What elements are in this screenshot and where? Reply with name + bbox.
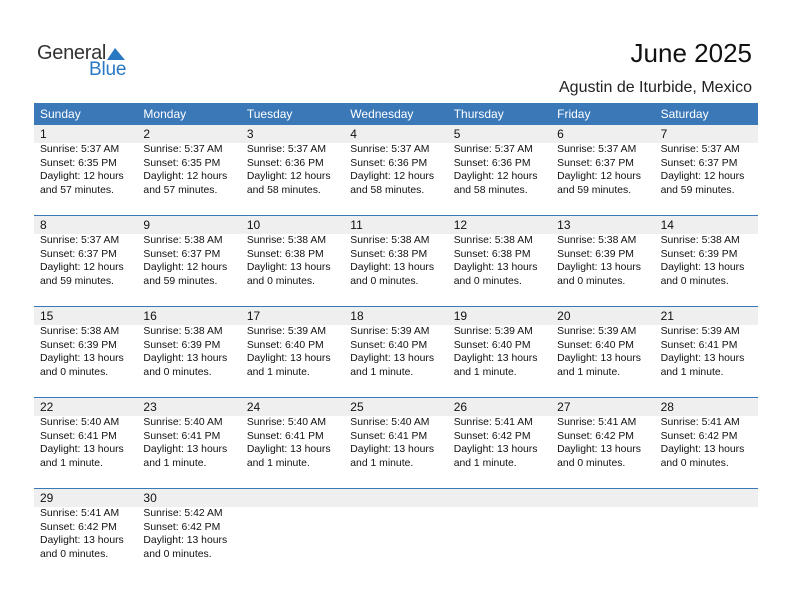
- sunrise-text: Sunrise: 5:41 AM: [557, 417, 637, 428]
- daylight-minutes-text: and 1 minute.: [660, 366, 724, 378]
- sunset-text: Sunset: 6:42 PM: [143, 521, 221, 533]
- sunrise-text: Sunrise: 5:40 AM: [350, 417, 430, 428]
- weekday-friday: Friday: [557, 107, 591, 121]
- day-cell: [34, 398, 137, 488]
- calendar-grid: [34, 103, 758, 579]
- sunrise-text: Sunrise: 5:42 AM: [143, 508, 223, 519]
- day-number: 5: [453, 127, 461, 141]
- sunset-text: Sunset: 6:41 PM: [660, 339, 738, 351]
- weekday-header: [34, 103, 758, 125]
- sunset-text: Sunset: 6:42 PM: [453, 430, 531, 442]
- daylight-text: Daylight: 12 hours: [557, 171, 641, 182]
- daylight-text: Daylight: 13 hours: [557, 353, 641, 364]
- sunrise-text: Sunrise: 5:38 AM: [350, 235, 430, 246]
- daylight-minutes-text: and 58 minutes.: [453, 184, 528, 196]
- day-cell: [137, 489, 240, 579]
- sunset-text: Sunset: 6:42 PM: [557, 430, 634, 442]
- sunrise-text: Sunrise: 5:37 AM: [143, 144, 223, 155]
- daylight-minutes-text: and 1 minute.: [350, 457, 414, 469]
- sunrise-text: Sunrise: 5:41 AM: [453, 417, 533, 428]
- day-number: 6: [557, 127, 564, 141]
- daylight-text: Daylight: 13 hours: [350, 353, 435, 364]
- daylight-text: Daylight: 13 hours: [660, 444, 745, 455]
- day-cell: [344, 307, 447, 397]
- day-number: 26: [453, 400, 468, 414]
- sunrise-text: Sunrise: 5:39 AM: [660, 326, 740, 337]
- sunrise-text: Sunrise: 5:39 AM: [246, 326, 326, 337]
- sunset-text: Sunset: 6:41 PM: [143, 430, 221, 442]
- week-row: [34, 488, 758, 579]
- sunrise-text: Sunrise: 5:37 AM: [453, 144, 533, 155]
- sunset-text: Sunset: 6:39 PM: [660, 248, 738, 260]
- daylight-minutes-text: and 58 minutes.: [350, 184, 425, 196]
- sunset-text: Sunset: 6:41 PM: [246, 430, 324, 442]
- sunrise-text: Sunrise: 5:40 AM: [246, 417, 326, 428]
- sunset-text: Sunset: 6:37 PM: [557, 157, 634, 169]
- sunrise-text: Sunrise: 5:39 AM: [453, 326, 533, 337]
- day-number: 13: [557, 218, 571, 232]
- sunset-text: Sunset: 6:36 PM: [246, 157, 324, 169]
- daylight-minutes-text: and 0 minutes.: [40, 366, 109, 378]
- day-cell: [655, 216, 758, 306]
- daylight-text: Daylight: 12 hours: [143, 171, 228, 182]
- day-number: 9: [143, 218, 151, 232]
- daylight-minutes-text: and 58 minutes.: [246, 184, 321, 196]
- day-cell: [137, 216, 240, 306]
- daylight-minutes-text: and 0 minutes.: [246, 275, 316, 287]
- daylight-minutes-text: and 1 minute.: [40, 457, 103, 469]
- sunset-text: Sunset: 6:41 PM: [350, 430, 428, 442]
- daylight-minutes-text: and 0 minutes.: [453, 275, 522, 287]
- day-number: 4: [350, 127, 357, 141]
- day-number: 1: [40, 127, 47, 141]
- daylight-text: Daylight: 12 hours: [40, 171, 124, 182]
- weekday-saturday: Saturday: [660, 107, 709, 121]
- sunset-text: Sunset: 6:42 PM: [40, 521, 117, 533]
- sunset-text: Sunset: 6:37 PM: [143, 248, 221, 260]
- day-cell: [448, 125, 551, 215]
- logo-general-text: General: [37, 42, 107, 64]
- daylight-text: Daylight: 13 hours: [350, 444, 435, 455]
- day-cell: [448, 307, 551, 397]
- week-row: [34, 397, 758, 488]
- day-number: 15: [40, 309, 54, 323]
- day-number: 14: [660, 218, 674, 232]
- daylight-text: Daylight: 13 hours: [40, 353, 124, 364]
- weekday-sunday: Sunday: [40, 107, 81, 121]
- daylight-minutes-text: and 0 minutes.: [660, 275, 729, 287]
- sunrise-text: Sunrise: 5:41 AM: [660, 417, 740, 428]
- weekday-thursday: Thursday: [453, 107, 504, 121]
- sunset-text: Sunset: 6:40 PM: [350, 339, 428, 351]
- sunset-text: Sunset: 6:35 PM: [143, 157, 221, 169]
- daylight-text: Daylight: 12 hours: [350, 171, 435, 182]
- weekday-wednesday: Wednesday: [350, 107, 414, 121]
- day-cell: [344, 125, 447, 215]
- daylight-minutes-text: and 59 minutes.: [40, 275, 114, 287]
- sunrise-text: Sunrise: 5:37 AM: [557, 144, 637, 155]
- daylight-text: Daylight: 13 hours: [453, 262, 538, 273]
- daylight-text: Daylight: 12 hours: [453, 171, 538, 182]
- page-title: June 2025: [630, 38, 752, 68]
- daylight-text: Daylight: 13 hours: [453, 444, 538, 455]
- daylight-text: Daylight: 13 hours: [453, 353, 538, 364]
- weekday-monday: Monday: [143, 107, 187, 121]
- day-cell: [34, 216, 137, 306]
- sunset-text: Sunset: 6:38 PM: [350, 248, 428, 260]
- sunrise-text: Sunrise: 5:38 AM: [143, 326, 223, 337]
- daylight-minutes-text: and 0 minutes.: [660, 457, 729, 469]
- daylight-minutes-text: and 1 minute.: [557, 366, 621, 378]
- sunrise-text: Sunrise: 5:38 AM: [246, 235, 326, 246]
- sunset-text: Sunset: 6:35 PM: [40, 157, 117, 169]
- daylight-minutes-text: and 59 minutes.: [557, 184, 632, 196]
- day-cell: [448, 398, 551, 488]
- day-cell: [241, 125, 344, 215]
- calendar-weeks: [34, 125, 758, 579]
- day-number: 25: [350, 400, 364, 414]
- sunset-text: Sunset: 6:39 PM: [557, 248, 634, 260]
- daylight-minutes-text: and 57 minutes.: [40, 184, 114, 196]
- sunset-text: Sunset: 6:40 PM: [557, 339, 634, 351]
- daylight-minutes-text: and 0 minutes.: [143, 366, 212, 378]
- sunrise-text: Sunrise: 5:40 AM: [143, 417, 223, 428]
- day-cell: [137, 125, 240, 215]
- daylight-minutes-text: and 59 minutes.: [143, 275, 218, 287]
- day-number: 30: [143, 491, 157, 505]
- daylight-text: Daylight: 13 hours: [350, 262, 435, 273]
- sunset-text: Sunset: 6:40 PM: [453, 339, 531, 351]
- sunset-text: Sunset: 6:40 PM: [246, 339, 324, 351]
- sunset-text: Sunset: 6:39 PM: [40, 339, 117, 351]
- daylight-text: Daylight: 13 hours: [557, 444, 641, 455]
- daylight-minutes-text: and 0 minutes.: [40, 548, 109, 560]
- daylight-text: Daylight: 13 hours: [40, 444, 124, 455]
- daylight-text: Daylight: 13 hours: [143, 535, 228, 546]
- day-cell: [655, 125, 758, 215]
- daylight-text: Daylight: 12 hours: [40, 262, 124, 273]
- day-number: 17: [246, 309, 261, 323]
- sunrise-text: Sunrise: 5:37 AM: [660, 144, 740, 155]
- daylight-minutes-text: and 1 minute.: [350, 366, 414, 378]
- daylight-text: Daylight: 13 hours: [557, 262, 641, 273]
- empty-day-cell: [655, 489, 758, 579]
- sunrise-text: Sunrise: 5:37 AM: [246, 144, 326, 155]
- day-cell: [137, 307, 240, 397]
- day-cell: [34, 489, 137, 579]
- day-number: 11: [350, 218, 363, 232]
- day-cell: [551, 307, 654, 397]
- day-number: 20: [557, 309, 571, 323]
- empty-day-cell: [551, 489, 654, 579]
- day-number: 29: [40, 491, 54, 505]
- daylight-text: Daylight: 13 hours: [143, 353, 228, 364]
- daylight-minutes-text: and 0 minutes.: [557, 275, 626, 287]
- location-subtitle: Agustin de Iturbide, Mexico: [559, 79, 752, 96]
- daylight-text: Daylight: 13 hours: [660, 262, 745, 273]
- empty-day-cell: [344, 489, 447, 579]
- day-cell: [241, 307, 344, 397]
- day-cell: [34, 125, 137, 215]
- daylight-minutes-text: and 59 minutes.: [660, 184, 735, 196]
- sunrise-text: Sunrise: 5:38 AM: [40, 326, 120, 337]
- daylight-minutes-text: and 1 minute.: [453, 457, 517, 469]
- daylight-text: Daylight: 13 hours: [246, 262, 331, 273]
- daylight-text: Daylight: 13 hours: [660, 353, 745, 364]
- day-cell: [34, 307, 137, 397]
- day-number: 24: [246, 400, 261, 414]
- daylight-text: Daylight: 12 hours: [246, 171, 331, 182]
- day-number: 2: [143, 127, 151, 141]
- day-number: 28: [660, 400, 674, 414]
- sunset-text: Sunset: 6:36 PM: [350, 157, 428, 169]
- day-number: 16: [143, 309, 157, 323]
- day-cell: [344, 216, 447, 306]
- sunrise-text: Sunrise: 5:38 AM: [143, 235, 223, 246]
- day-number: 19: [453, 309, 468, 323]
- sunrise-text: Sunrise: 5:39 AM: [557, 326, 637, 337]
- sunset-text: Sunset: 6:41 PM: [40, 430, 117, 442]
- sunset-text: Sunset: 6:38 PM: [246, 248, 324, 260]
- daylight-text: Daylight: 13 hours: [246, 444, 331, 455]
- daylight-minutes-text: and 0 minutes.: [350, 275, 419, 287]
- day-number: 18: [350, 309, 364, 323]
- day-number: 3: [246, 127, 254, 141]
- sunset-text: Sunset: 6:37 PM: [660, 157, 738, 169]
- daylight-text: Daylight: 12 hours: [143, 262, 228, 273]
- day-cell: [551, 398, 654, 488]
- daylight-text: Daylight: 13 hours: [246, 353, 331, 364]
- daylight-minutes-text: and 1 minute.: [453, 366, 517, 378]
- day-cell: [551, 216, 654, 306]
- day-number: 23: [143, 400, 157, 414]
- sunrise-text: Sunrise: 5:40 AM: [40, 417, 120, 428]
- logo: [37, 42, 137, 82]
- day-number: 12: [453, 218, 468, 232]
- week-row: [34, 215, 758, 306]
- sunset-text: Sunset: 6:36 PM: [453, 157, 531, 169]
- daylight-minutes-text: and 0 minutes.: [557, 457, 626, 469]
- day-number: 7: [660, 127, 668, 141]
- day-cell: [241, 216, 344, 306]
- daylight-text: Daylight: 13 hours: [143, 444, 228, 455]
- day-cell: [448, 216, 551, 306]
- logo-blue-text: Blue: [89, 59, 127, 80]
- sunrise-text: Sunrise: 5:38 AM: [557, 235, 637, 246]
- sunrise-text: Sunrise: 5:39 AM: [350, 326, 430, 337]
- week-row: [34, 306, 758, 397]
- sunrise-text: Sunrise: 5:38 AM: [453, 235, 533, 246]
- sunrise-text: Sunrise: 5:37 AM: [40, 235, 120, 246]
- day-number: 27: [557, 400, 571, 414]
- day-cell: [137, 398, 240, 488]
- day-cell: [551, 125, 654, 215]
- day-cell: [344, 398, 447, 488]
- daylight-minutes-text: and 57 minutes.: [143, 184, 218, 196]
- daylight-text: Daylight: 12 hours: [660, 171, 745, 182]
- sunrise-text: Sunrise: 5:37 AM: [40, 144, 120, 155]
- day-number: 22: [40, 400, 54, 414]
- day-cell: [655, 307, 758, 397]
- sunset-text: Sunset: 6:39 PM: [143, 339, 221, 351]
- day-cell: [241, 398, 344, 488]
- sunset-text: Sunset: 6:37 PM: [40, 248, 117, 260]
- sunrise-text: Sunrise: 5:41 AM: [40, 508, 120, 519]
- empty-day-cell: [241, 489, 344, 579]
- sunset-text: Sunset: 6:38 PM: [453, 248, 531, 260]
- daylight-text: Daylight: 13 hours: [40, 535, 124, 546]
- day-cell: [655, 398, 758, 488]
- sunrise-text: Sunrise: 5:37 AM: [350, 144, 430, 155]
- daylight-minutes-text: and 1 minute.: [143, 457, 207, 469]
- week-row: [34, 125, 758, 215]
- day-number: 10: [246, 218, 261, 232]
- sunset-text: Sunset: 6:42 PM: [660, 430, 738, 442]
- daylight-minutes-text: and 0 minutes.: [143, 548, 212, 560]
- daylight-minutes-text: and 1 minute.: [246, 457, 310, 469]
- day-number: 21: [660, 309, 674, 323]
- weekday-tuesday: Tuesday: [246, 107, 293, 121]
- daylight-minutes-text: and 1 minute.: [246, 366, 310, 378]
- sunrise-text: Sunrise: 5:38 AM: [660, 235, 740, 246]
- day-number: 8: [40, 218, 47, 232]
- empty-day-cell: [448, 489, 551, 579]
